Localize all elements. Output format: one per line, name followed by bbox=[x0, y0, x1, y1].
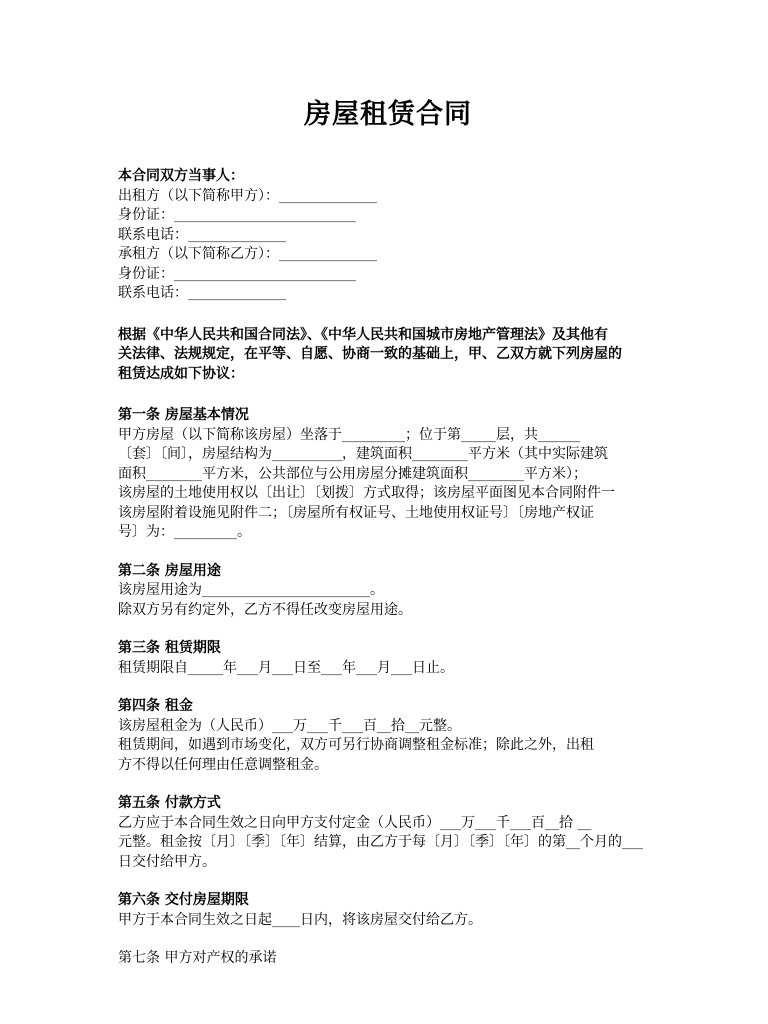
article-heading: 第六条 交付房屋期限 bbox=[118, 892, 249, 908]
article-line: 日交付给甲方。 bbox=[118, 853, 216, 870]
article-4 bbox=[118, 697, 658, 775]
contract-page bbox=[118, 95, 658, 969]
preamble-line: 关法律、法规规定，在平等、自愿、协商一致的基础上，甲、乙双方就下列房屋的 bbox=[118, 346, 622, 362]
article-5 bbox=[118, 794, 658, 872]
article-line: 该房屋用途为________________________。 bbox=[118, 582, 384, 598]
article-line: 乙方应于本合同生效之日向甲方支付定金（人民币）___万___千___百__拾 __ bbox=[118, 814, 592, 831]
parties-heading: 本合同双方当事人： bbox=[118, 168, 244, 184]
lessee-phone-line: 联系电话：______________ bbox=[118, 285, 286, 301]
article-line: 甲方房屋（以下简称该房屋）坐落于_________；位于第_____层，共______ bbox=[118, 426, 580, 443]
article-line: 该房屋租金为（人民币）___万___千___百__拾__元整。 bbox=[118, 717, 461, 734]
article-line: 〔套〕〔间〕，房屋结构为__________，建筑面积________平方米（其中实际建筑 bbox=[118, 446, 608, 462]
article-heading: 第七条 甲方对产权的承诺 bbox=[118, 950, 277, 966]
preamble bbox=[118, 326, 658, 385]
article-7 bbox=[118, 949, 658, 969]
lessor-line: 出租方（以下简称甲方）：______________ bbox=[118, 187, 377, 204]
article-heading: 第一条 房屋基本情况 bbox=[118, 407, 249, 423]
article-line: 元整。租金按〔月〕〔季〕〔年〕结算，由乙方于每〔月〕〔季〕〔年〕的第__个月的___ bbox=[118, 834, 643, 850]
article-line: 甲方于本合同生效之日起____日内，将该房屋交付给乙方。 bbox=[118, 911, 482, 928]
article-heading: 第三条 租赁期限 bbox=[118, 640, 221, 656]
article-line: 面积________平方米，公共部位与公用房屋分摊建筑面积________平方米）； bbox=[118, 465, 587, 482]
preamble-line: 租赁达成如下协议： bbox=[118, 365, 244, 382]
article-line: 除双方另有约定外，乙方不得任改变房屋用途。 bbox=[118, 601, 412, 618]
article-3 bbox=[118, 639, 658, 678]
article-2 bbox=[118, 562, 658, 621]
article-heading: 第五条 付款方式 bbox=[118, 795, 221, 811]
article-heading: 第四条 租金 bbox=[118, 698, 193, 714]
lessee-line: 承租方（以下简称乙方）：______________ bbox=[118, 246, 377, 262]
article-heading: 第二条 房屋用途 bbox=[118, 562, 221, 579]
lessor-id-line: 身份证：__________________________ bbox=[118, 207, 356, 223]
lessor-phone-line: 联系电话：______________ bbox=[118, 226, 286, 243]
preamble-line: 根据《中华人民共和国合同法》、《中华人民共和国城市房地产管理法》及其他有 bbox=[118, 326, 608, 343]
parties-section bbox=[118, 167, 658, 304]
article-line: 租赁期间，如遇到市场变化，双方可另行协商调整租金标准；除此之外，出租 bbox=[118, 737, 594, 753]
lessee-id-line: 身份证：__________________________ bbox=[118, 265, 356, 282]
article-line: 租赁期限自_____年___月___日至___年___月___日止。 bbox=[118, 659, 454, 676]
article-1 bbox=[118, 406, 658, 543]
article-line: 该房屋附着设施见附件二；〔房屋所有权证号、土地使用权证号〕〔房地产权证 bbox=[118, 504, 594, 521]
article-line: 号〕为：_________。 bbox=[118, 524, 251, 540]
article-line: 该房屋的土地使用权以〔出让〕〔划拨〕方式取得；该房屋平面图见本合同附件一 bbox=[118, 485, 615, 501]
document-title: 房屋租赁合同 bbox=[304, 99, 472, 130]
article-6 bbox=[118, 891, 658, 930]
article-line: 方不得以任何理由任意调整租金。 bbox=[118, 756, 328, 773]
